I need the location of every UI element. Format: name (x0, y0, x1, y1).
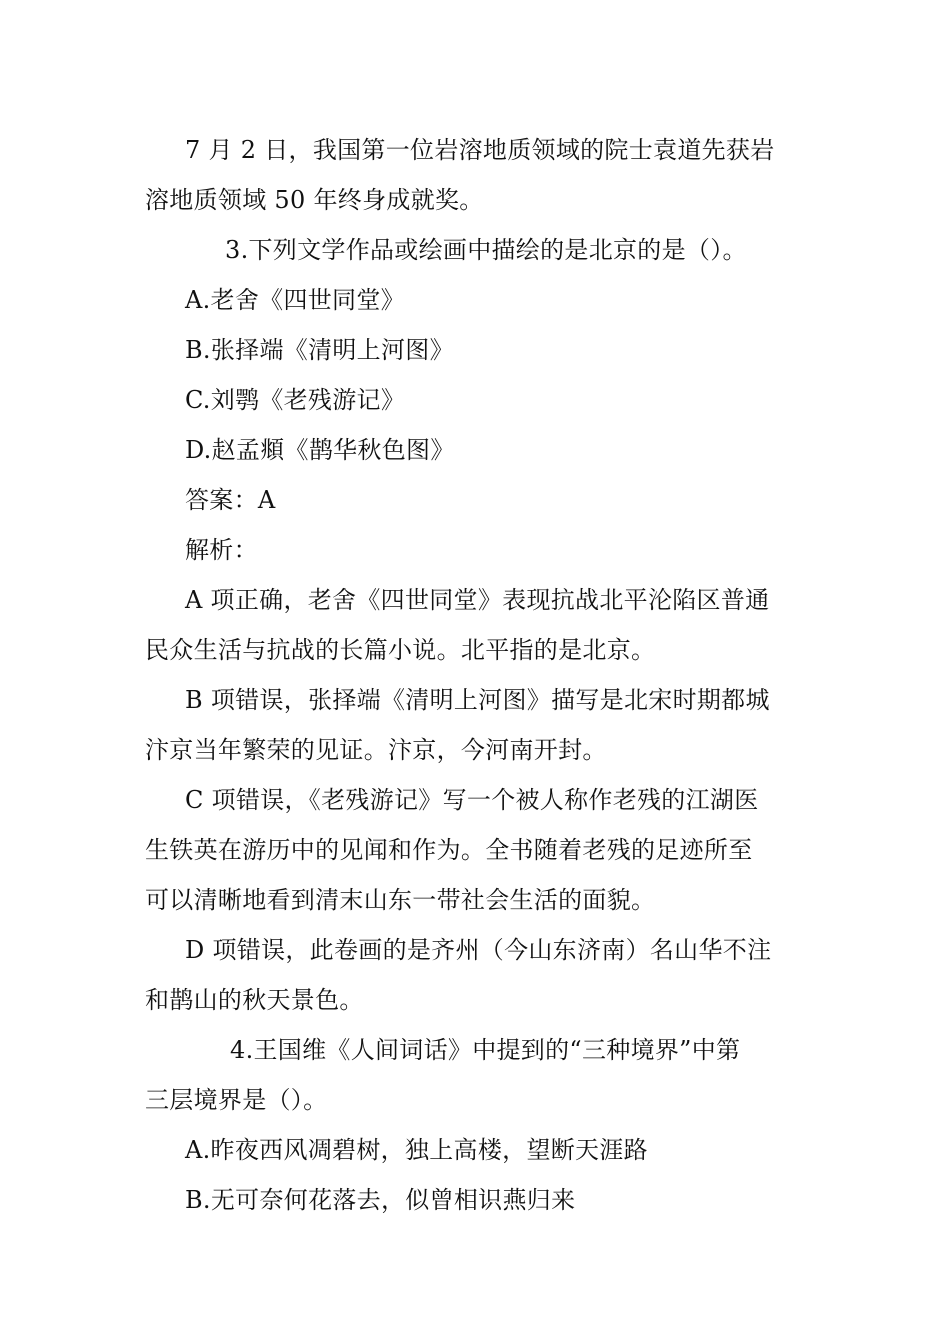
q4-option-a: A.昨夜西风凋碧树，独上高楼，望断天涯路 (185, 1136, 648, 1164)
q3-option-c: C.刘鹗《老残游记》 (185, 386, 406, 414)
analysis-c-line-2: 生铁英在游历中的见闻和作为。全书随着老残的足迹所至 (145, 836, 753, 864)
q4-option-b: B.无可奈何花落去，似曾相识燕归来 (185, 1186, 576, 1214)
question-4-line-2: 三层境界是（）。 (145, 1086, 328, 1114)
analysis-d-line-2: 和鹊山的秋天景色。 (145, 986, 364, 1014)
q3-analysis-label: 解析： (185, 536, 258, 564)
question-4-line-1: 4.王国维《人间词话》中提到的“三种境界”中第 (230, 1036, 741, 1064)
analysis-a-line-2: 民众生活与抗战的长篇小说。北平指的是北京。 (145, 636, 656, 664)
intro-line-1: 7 月 2 日，我国第一位岩溶地质领域的院士袁道先获岩 (185, 136, 775, 164)
analysis-b-line-1: B 项错误，张择端《清明上河图》描写是北宋时期都城 (185, 686, 770, 714)
intro-line-2: 溶地质领域 50 年终身成就奖。 (145, 186, 484, 214)
analysis-c-line-1: C 项错误，《老残游记》写一个被人称作老残的江湖医 (185, 786, 759, 814)
question-3: 3.下列文学作品或绘画中描绘的是北京的是（）。 (225, 236, 747, 264)
q3-option-a: A.老舍《四世同堂》 (185, 286, 405, 314)
q3-option-d: D.赵孟頫《鹊华秋色图》 (185, 436, 455, 464)
analysis-c-line-3: 可以清晰地看到清末山东一带社会生活的面貌。 (145, 886, 656, 914)
analysis-b-line-2: 汴京当年繁荣的见证。汴京，今河南开封。 (145, 736, 607, 764)
analysis-a-line-1: A 项正确，老舍《四世同堂》表现抗战北平沦陷区普通 (185, 586, 770, 614)
q3-answer: 答案：A (185, 486, 276, 514)
analysis-d-line-1: D 项错误，此卷画的是齐州（今山东济南）名山华不注 (185, 936, 772, 964)
q3-option-b: B.张择端《清明上河图》 (185, 336, 454, 364)
